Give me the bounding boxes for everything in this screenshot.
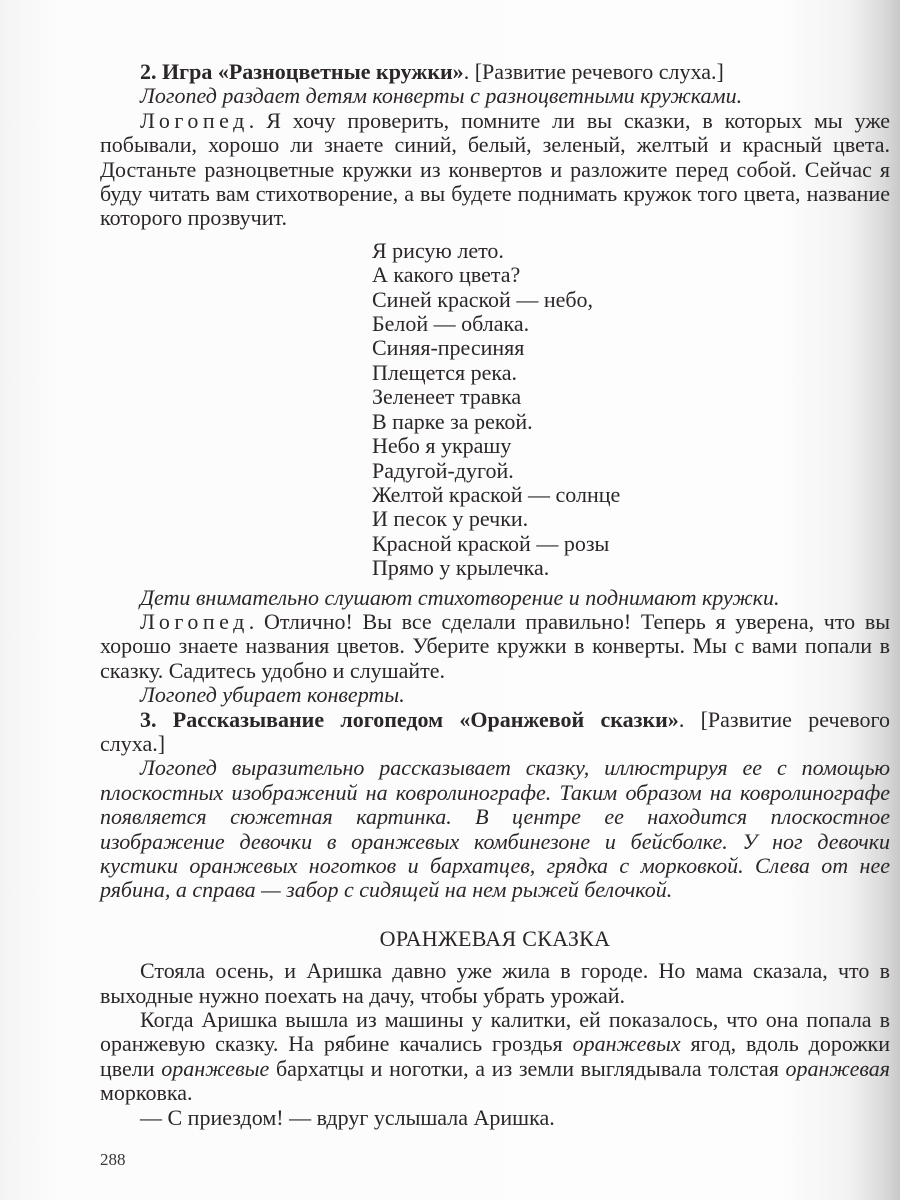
speech-text: . Я хочу проверить, помните ли вы сказки, в которых мы уже побывали, хорошо ли знаете синий, белый, зеленый, желтый и красный цвета. Достаньте разноцветные кружки из конвертов и разложите перед собой. Сейчас я буду читать вам стихотворение, а вы будете поднимать кружок того цвета, название которого прозвучит. [100,107,890,231]
poem-line: Я рисую лето. [372,237,504,263]
story-paragraph [100,1008,890,1106]
emphasis: оранжевые [161,1055,270,1081]
poem-line: В парке за рекой. [372,408,533,434]
emphasis: оранжевая [785,1055,890,1081]
poem-line: Синяя-пресиняя [372,335,525,361]
story-paragraph: Стояла осень, и Аришка давно уже жила в городе. Но мама сказала, что в выходные нужно поехать на дачу, чтобы убрать урожай. [100,958,890,1008]
stage-direction: Логопед выразительно рассказывает сказку, иллюстрируя ее с помощью плоскостных изображений на ковролинографе. Таким образом на ковролинографе появляется сюжетная картинка. В центре ее находится плоскостное изображение девочки в оранжевых комбинезоне и бейсболке. У ног девочки кустики оранжевых ноготков и бархатцев, грядка с морковкой. Слева от нее рябина, а справа — забор с сидящей на нем рыжей белочкой. [100,755,890,903]
poem-line: Радугой-дугой. [372,457,514,483]
page-text [100,60,890,1130]
section-2-title: 2. Игра «Разноцветные кружки» [140,59,464,84]
section-3-goal: . [Развитие речевого слуха.] [100,706,890,756]
poem-line: Желтой краской — солнце [372,481,621,507]
speaker-label: Логопед [140,107,249,133]
poem-line: Белой — облака. [372,311,530,337]
speaker-label: Логопед [140,608,249,634]
poem-line: Зеленеет травка [372,384,522,410]
speech-paragraph [100,610,890,683]
story-text: морковка. [100,1080,193,1106]
poem [100,239,890,581]
poem-line: И песок у речки. [372,506,529,532]
page-number: 288 [100,1150,126,1169]
speech-paragraph [100,109,890,231]
stage-direction: Логопед раздает детям конверты с разноцветными кружками. [140,83,743,109]
story-title: ОРАНЖЕВАЯ СКАЗКА [379,925,611,951]
poem-line: Плещется река. [372,359,517,385]
section-3-title: 3. Рассказывание логопедом «Оранжевой сказки» [140,706,679,732]
section-2-goal: . [Развитие речевого слуха.] [463,59,724,84]
section-2-heading [100,60,890,84]
poem-line: А какого цвета? [372,262,521,288]
story-text: Когда Аришка вышла из машины у калитки, ей показалось, что она попала в оранжевую сказку. На рябине качались гроздья [100,1007,890,1057]
poem-line: Красной краской — розы [372,530,610,556]
poem-line: Прямо у крылечка. [372,555,550,581]
stage-direction: Дети внимательно слушают стихотворение и поднимают кружки. [140,584,780,610]
emphasis: оранжевых [572,1031,681,1057]
story-dialogue: — С приездом! — вдруг услышала Аришка. [140,1104,555,1130]
speech-text: . Отлично! Вы все сделали правильно! Теперь я уверена, что вы хорошо знаете названия цветов. Уберите кружки в конверты. Мы с вами попали в сказку. Садитесь удобно и слушайте. [100,608,890,683]
poem-line: Синей краской — небо, [372,286,594,312]
story-text: ягод, вдоль дорожки цвели [100,1031,890,1081]
poem-line: Небо я украшу [372,433,512,459]
section-3-heading [100,708,890,757]
story-text: бархатцы и ноготки, а из земли выглядывала толстая [269,1055,786,1081]
stage-direction: Логопед убирает конверты. [140,682,405,708]
